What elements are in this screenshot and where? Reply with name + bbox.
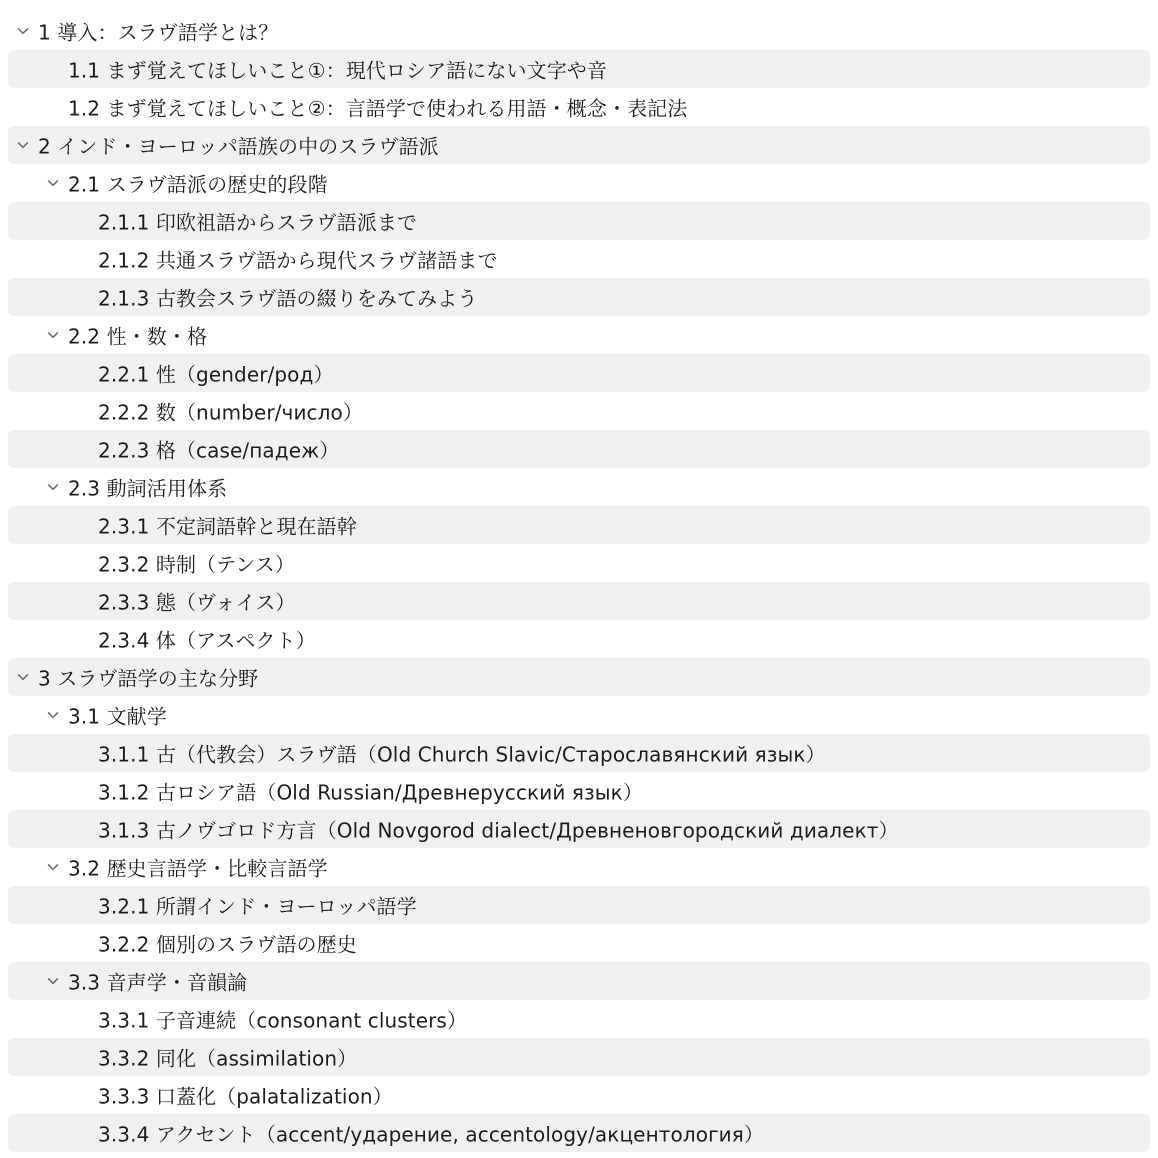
outline-section-row[interactable] (8, 316, 1150, 354)
outline-item-row[interactable] (8, 924, 1150, 962)
outline-item-row[interactable] (8, 886, 1150, 924)
outline-item-label: 2.3 動詞活用体系 (68, 476, 228, 501)
outline-item-row[interactable] (8, 506, 1150, 544)
chevron-down-icon[interactable] (44, 858, 62, 876)
outline-item-row[interactable] (8, 354, 1150, 392)
outline-section-row[interactable] (8, 12, 1150, 50)
outline-item-label: 3.3.1 子音連続（consonant clusters） (98, 1008, 468, 1033)
outline-item-row[interactable] (8, 810, 1150, 848)
outline-item-label: 3.1 文献学 (68, 704, 167, 729)
outline-item-label: 2.3.4 体（アスペクト） (98, 628, 316, 653)
chevron-down-icon[interactable] (14, 136, 32, 154)
chevron-down-icon[interactable] (44, 478, 62, 496)
outline-item-row[interactable] (8, 1000, 1150, 1038)
outline-item-label: 3.2.1 所謂インド・ヨーロッパ語学 (98, 894, 417, 919)
outline-section-row[interactable] (8, 658, 1150, 696)
outline-item-label: 2.1.3 古教会スラヴ語の綴りをみてみよう (98, 286, 478, 311)
outline-item-label: 2.1 スラヴ語派の歴史的段階 (68, 172, 328, 197)
outline-item-label: 2.2.3 格（case/падеж） (98, 438, 340, 463)
chevron-down-icon[interactable] (44, 174, 62, 192)
outline-item-label: 2 インド・ヨーロッパ語族の中のスラヴ語派 (38, 134, 439, 159)
outline-section-row[interactable] (8, 126, 1150, 164)
outline-item-row[interactable] (8, 1114, 1150, 1152)
outline-item-label: 3.3.4 アクセント（accent/ударение, accentology/акцентология） (98, 1122, 765, 1147)
outline-item-label: 3.1.3 古ノヴゴロド方言（Old Novgorod dialect/Древненовгородский диалект） (98, 818, 899, 843)
outline-section-row[interactable] (8, 962, 1150, 1000)
outline-item-label: 1.2 まず覚えてほしいこと②：言語学で使われる用語・概念・表記法 (68, 96, 688, 121)
outline-item-label: 3.3.3 口蓋化（palatalization） (98, 1084, 393, 1109)
outline-item-row[interactable] (8, 582, 1150, 620)
outline-item-row[interactable] (8, 202, 1150, 240)
outline-item-row[interactable] (8, 620, 1150, 658)
outline-item-label: 2.3.1 不定詞語幹と現在語幹 (98, 514, 357, 539)
outline-section-row[interactable] (8, 468, 1150, 506)
outline-item-row[interactable] (8, 1038, 1150, 1076)
outline-item-row[interactable] (8, 278, 1150, 316)
outline-item-row[interactable] (8, 544, 1150, 582)
outline-item-row[interactable] (8, 772, 1150, 810)
outline-item-label: 2.1.1 印欧祖語からスラヴ語派まで (98, 210, 418, 235)
outline-item-label: 3.3.2 同化（assimilation） (98, 1046, 358, 1071)
outline-item-row[interactable] (8, 240, 1150, 278)
outline-item-label: 2.2.1 性（gender/род） (98, 362, 334, 387)
outline-item-row[interactable] (8, 50, 1150, 88)
outline-section-row[interactable] (8, 696, 1150, 734)
outline-item-row[interactable] (8, 392, 1150, 430)
outline-item-row[interactable] (8, 88, 1150, 126)
outline-item-row[interactable] (8, 1076, 1150, 1114)
outline-item-label: 3.2.2 個別のスラヴ語の歴史 (98, 932, 357, 957)
chevron-down-icon[interactable] (44, 706, 62, 724)
outline-section-row[interactable] (8, 848, 1150, 886)
outline-section-row[interactable] (8, 164, 1150, 202)
outline-item-label: 2.3.3 態（ヴォイス） (98, 590, 296, 615)
outline-item-label: 2.1.2 共通スラヴ語から現代スラヴ諸語まで (98, 248, 498, 273)
outline-item-label: 3.1.1 古（代教会）スラヴ語（Old Church Slavic/Старославянский язык） (98, 742, 826, 767)
outline-item-label: 3.1.2 古ロシア語（Old Russian/Древнерусский язык） (98, 780, 643, 805)
outline-item-label: 2.3.2 時制（テンス） (98, 552, 295, 577)
chevron-down-icon[interactable] (44, 972, 62, 990)
outline-item-label: 1 導入：スラヴ語学とは？ (38, 20, 279, 45)
chevron-down-icon[interactable] (14, 668, 32, 686)
chevron-down-icon[interactable] (14, 22, 32, 40)
outline-item-label: 2.2.2 数（number/число） (98, 400, 363, 425)
outline-item-row[interactable] (8, 734, 1150, 772)
outline-item-label: 1.1 まず覚えてほしいこと①：現代ロシア語にない文字や音 (68, 58, 607, 83)
outline-item-label: 3.2 歴史言語学・比較言語学 (68, 856, 328, 881)
outline-item-label: 3.3 音声学・音韻論 (68, 970, 248, 995)
outline-item-label: 3 スラヴ語学の主な分野 (38, 666, 259, 691)
chevron-down-icon[interactable] (44, 326, 62, 344)
outline-item-label: 2.2 性・数・格 (68, 324, 208, 349)
outline-item-row[interactable] (8, 430, 1150, 468)
